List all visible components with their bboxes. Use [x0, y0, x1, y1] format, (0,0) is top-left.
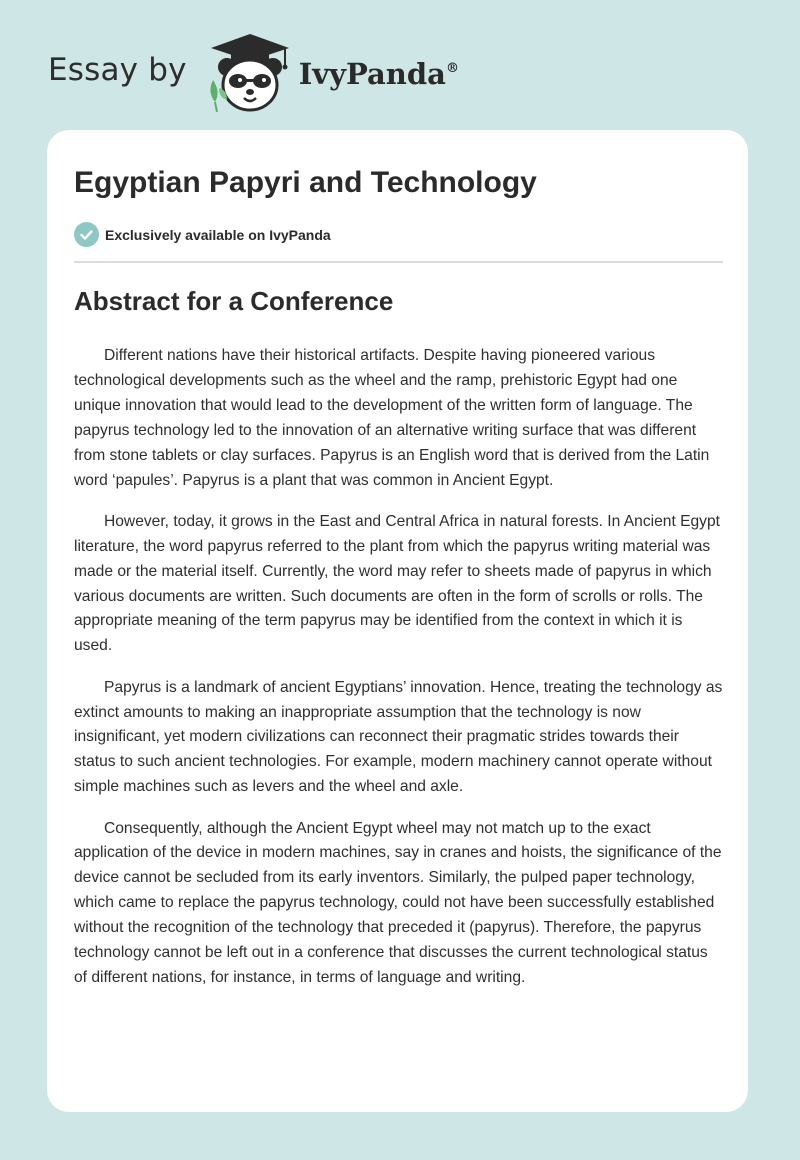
exclusive-badge [74, 222, 331, 247]
paragraph: Different nations have their historical artifacts. Despite having pioneered various technological developments such as the wheel and the ramp, prehistoric Egypt had one unique innovation that would lead to the development of the written form of language. The papyrus technology led to the innovation of an alternative writing surface that was different from stone tablets or clay surfaces. Papyrus is an English word that is derived from the Latin word ‘papules’. Papyrus is a plant that was common in Ancient Egypt. [74, 347, 710, 489]
paragraph: Consequently, although the Ancient Egypt wheel may not match up to the exact application of the device in modern machines, say in cranes and hoists, the significance of the device cannot be secluded from its early inventors. Similarly, the pulped paper technology, which came to replace the papyrus technology, could not have been successfully established without the recognition of the technology that preceded it (papyrus). Therefore, the papyrus technology cannot be left out in a conference that discusses the current technological status of different nations, for instance, in terms of language and writing. [74, 819, 722, 987]
paragraph: Papyrus is a landmark of ancient Egyptians’ innovation. Hence, treating the technology as extinct amounts to making an inappropriate assumption that the technology is now insignificant, yet modern civilizations can reconnect their pragmatic strides towards their status to such ancient technologies. For example, modern machinery cannot operate without simple machines such as levers and the wheel and axle. [74, 678, 723, 796]
brand-name[interactable]: IvyPanda® [298, 57, 459, 91]
check-circle-icon [74, 222, 99, 247]
essay-body [74, 344, 724, 1007]
site-header [48, 30, 459, 114]
registered-mark: ® [445, 61, 459, 76]
paragraph: However, today, it grows in the East and Central Africa in natural forests. In Ancient Egypt literature, the word papyrus referred to the plant from which the papyrus writing material was made or the material itself. Currently, the word may refer to sheets made of papyrus in which various documents are written. Such documents are often in the form of scrolls or rolls. The appropriate meaning of the term papyrus may be identified from the context in which it is used. [74, 512, 720, 655]
panda-graduate-logo-icon[interactable] [205, 30, 295, 114]
essay-by-label: Essay by [48, 52, 187, 88]
divider [74, 261, 723, 263]
essay-card [47, 130, 748, 1112]
section-heading: Abstract for a Conference [74, 286, 394, 316]
page-title: Egyptian Papyri and Technology [74, 166, 537, 199]
exclusive-badge-label: Exclusively available on IvyPanda [105, 226, 331, 243]
